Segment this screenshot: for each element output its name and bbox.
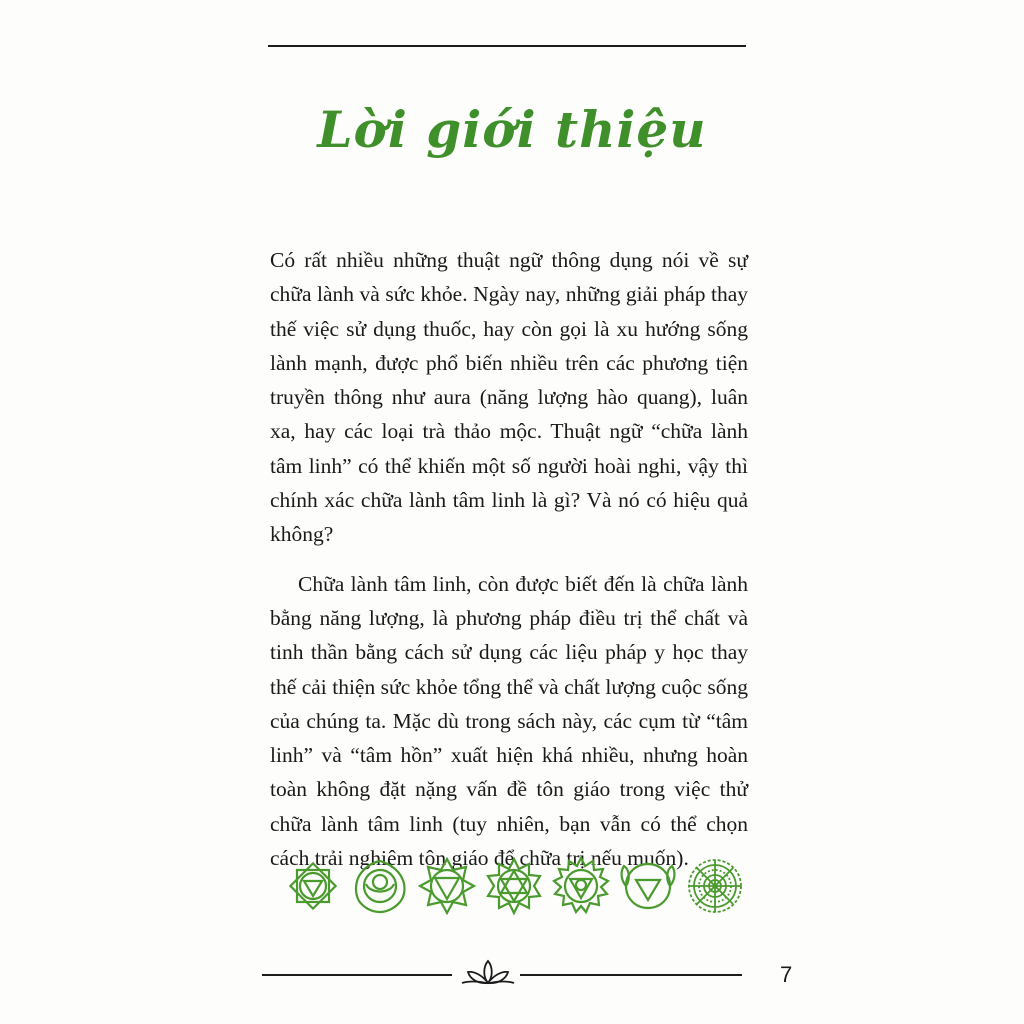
chakra-symbols-row	[283, 850, 745, 922]
bottom-rule-right	[520, 974, 742, 976]
page-title: Lời giới thiệu	[317, 100, 707, 159]
top-rule	[268, 45, 746, 47]
crown-chakra-icon	[685, 856, 745, 916]
page-number: 7	[780, 962, 793, 987]
solar-plexus-chakra-icon	[417, 856, 477, 916]
paragraph-2: Chữa lành tâm linh, còn được biết đến là chữa lành bằng năng lượng, là phương pháp điều trị thể chất và tinh thần bằng cách sử dụng các liệu pháp y học thay thế cải thiện sức khỏe tổng thể và chất lượng cuộc sống của chúng ta. Mặc dù trong sách này, các cụm từ “tâm linh” và “tâm hồn” xuất hiện khá nhiều, nhưng hoàn toàn không đặt nặng vấn đề tôn giáo trong việc thử chữa lành tâm linh (tuy nhiên, bạn vẫn có thể chọn cách trải nghiệm tôn giáo để chữa trị nếu muốn).	[270, 571, 748, 871]
throat-chakra-icon	[551, 856, 611, 916]
sacral-chakra-icon	[350, 856, 410, 916]
third-eye-chakra-icon	[618, 856, 678, 916]
root-chakra-icon	[283, 856, 343, 916]
lotus-icon	[460, 957, 516, 987]
heart-chakra-icon	[484, 856, 544, 916]
paragraph-1: Có rất nhiều những thuật ngữ thông dụng nói về sự chữa lành và sức khỏe. Ngày nay, những giải pháp thay thế việc sử dụng thuốc, hay còn gọi là xu hướng sống lành mạnh, được phổ biến nhiều trên các phương tiện truyền thông như aura (năng lượng hào quang), luân xa, hay các loại trà thảo mộc. Thuật ngữ “chữa lành tâm linh” có thể khiến một số người hoài nghi, vậy thì chính xác chữa lành tâm linh là gì? Và nó có hiệu quả không?	[270, 248, 748, 547]
body-text	[270, 243, 748, 875]
bottom-rule-left	[262, 974, 452, 976]
